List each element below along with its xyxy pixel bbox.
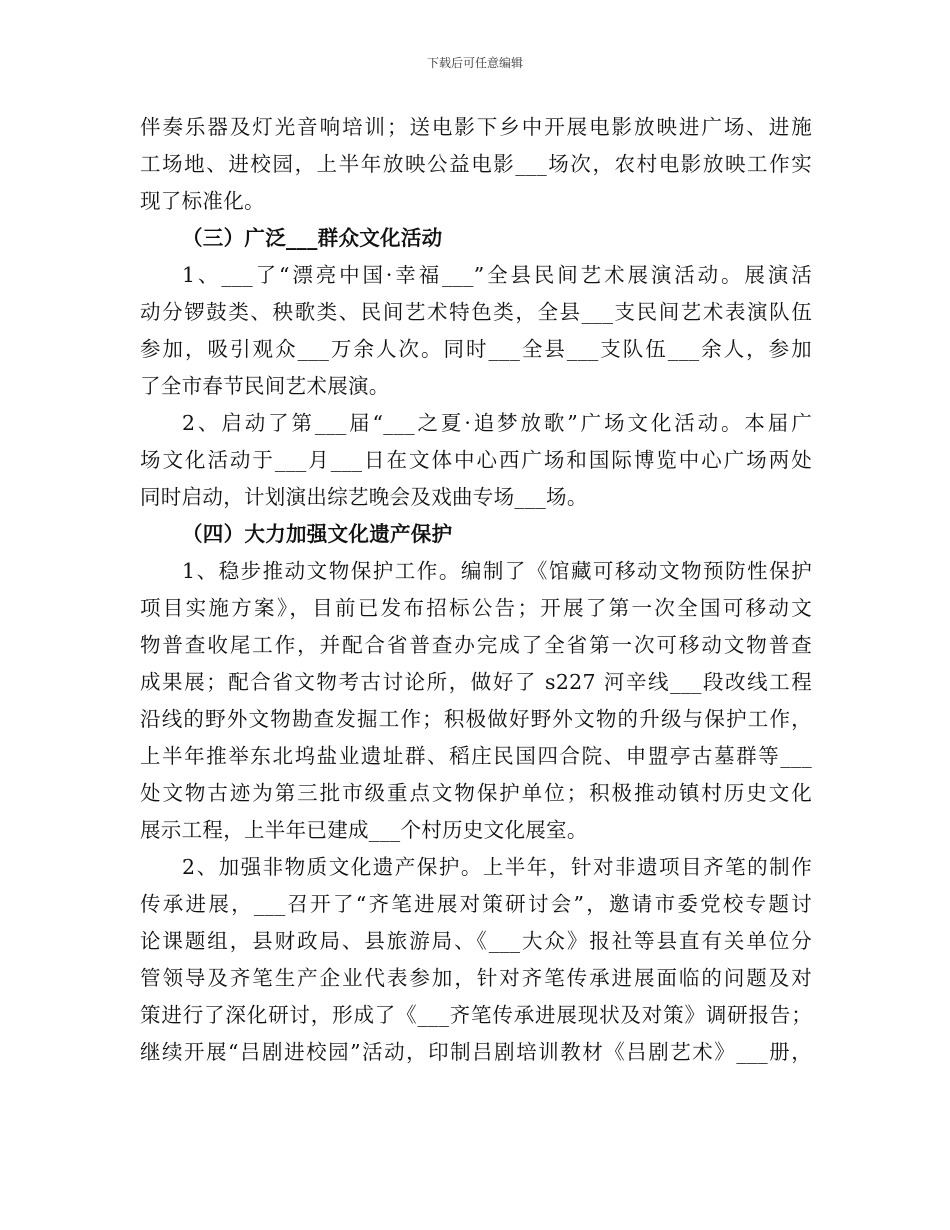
- text-line: 2、启动了第___届“___之夏·追梦放歌”广场文化活动。本届广: [182, 411, 812, 435]
- text-line: 1、稳步推动文物保护工作。编制了《馆藏可移动文物预防性保护: [182, 559, 812, 583]
- text-line: 继续开展“吕剧进校园”活动，印制吕剧培训教材《吕剧艺术》___册，: [140, 1040, 812, 1064]
- text-line: 上半年推举东北坞盐业遗址群、稻庄民国四合院、申盟亭古墓群等___: [140, 744, 812, 768]
- text-line: 伴奏乐器及灯光音响培训；送电影下乡中开展电影放映进广场、进施: [140, 115, 812, 139]
- text-line: 项目实施方案》，目前已发布招标公告；开展了第一次全国可移动文: [140, 596, 812, 620]
- text-line: 了全市春节民间艺术展演。: [140, 374, 390, 398]
- page-header-note: 下载后可任意编辑: [426, 56, 523, 70]
- text-line: 传承进展，___召开了“齐笔进展对策研讨会”，邀请市委党校专题讨: [140, 892, 812, 916]
- text-line: 场文化活动于___月___日在文体中心西广场和国际博览中心广场两处: [140, 448, 812, 472]
- text-line: 处文物古迹为第三批市级重点文物保护单位；积极推动镇村历史文化: [140, 781, 812, 805]
- text-line: 2、加强非物质文化遗产保护。上半年，针对非遗项目齐笔的制作: [182, 855, 812, 879]
- text-line: 现了标准化。: [140, 189, 265, 213]
- text-line: 沿线的野外文物勘查发掘工作；积极做好野外文物的升级与保护工作，: [140, 707, 812, 731]
- text-line: 参加，吸引观众___万余人次。同时___全县___支队伍___余人，参加: [140, 337, 812, 361]
- text-line: 同时启动，计划演出综艺晚会及戏曲专场___场。: [140, 485, 588, 509]
- text-line: 动分锣鼓类、秧歌类、民间艺术特色类，全县___支民间艺术表演队伍: [140, 300, 812, 324]
- text-line: 工场地、进校园，上半年放映公益电影___场次，农村电影放映工作实: [140, 152, 812, 176]
- section-heading: （三）广泛___群众文化活动: [182, 226, 443, 250]
- text-line: 论课题组，县财政局、县旅游局、《___大众》报社等县直有关单位分: [140, 929, 812, 953]
- text-line: 展示工程，上半年已建成___个村历史文化展室。: [140, 818, 588, 842]
- text-line: 策进行了深化研讨，形成了《___齐笔传承进展现状及对策》调研报告；: [140, 1003, 812, 1027]
- text-line: 管领导及齐笔生产企业代表参加，针对齐笔传承进展面临的问题及对: [140, 966, 812, 990]
- document-body: [140, 109, 812, 1071]
- section-heading: （四）大力加强文化遗产保护: [182, 522, 453, 546]
- text-line: 成果展；配合省文物考古讨论所，做好了 s227 河辛线___段改线工程: [140, 670, 812, 694]
- text-line: 物普查收尾工作，并配合省普查办完成了全省第一次可移动文物普查: [140, 633, 812, 657]
- text-line: 1、___了“漂亮中国·幸福___”全县民间艺术展演活动。展演活: [182, 263, 812, 287]
